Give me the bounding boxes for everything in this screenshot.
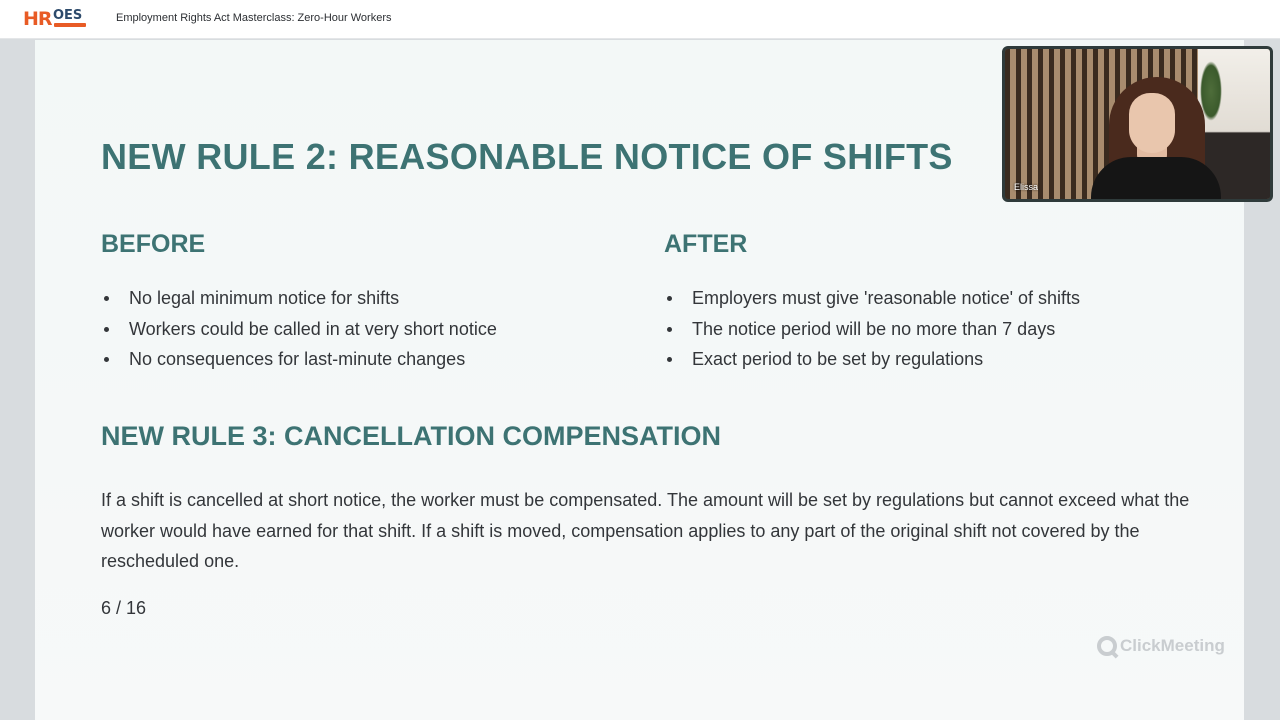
clickmeeting-logo-icon bbox=[1097, 636, 1117, 656]
presenter-face bbox=[1129, 93, 1175, 153]
presenter-name-label: Elissa bbox=[1014, 182, 1039, 192]
before-heading: BEFORE bbox=[101, 230, 206, 258]
after-list-item: The notice period will be no more than 7 days bbox=[664, 317, 1080, 348]
rule3-paragraph: If a shift is cancelled at short notice, the worker must be compensated. The amount will be set by regulations but cannot exceed what the worker would have earned for that shift. If a shift is moved, compensation applies to any part of the original shift not covered by the rescheduled one. bbox=[101, 490, 1190, 571]
before-list-item: Workers could be called in at very short notice bbox=[101, 317, 497, 348]
before-list-item: No legal minimum notice for shifts bbox=[101, 286, 497, 317]
after-list-item: Employers must give 'reasonable notice' of shifts bbox=[664, 286, 1080, 317]
app-header bbox=[0, 0, 1280, 39]
before-list-item: No consequences for last-minute changes bbox=[101, 347, 497, 378]
presenter-body bbox=[1091, 157, 1221, 202]
slide-title: NEW RULE 2: REASONABLE NOTICE OF SHIFTS bbox=[101, 136, 953, 177]
logo-underline bbox=[54, 23, 86, 27]
watermark-text: ClickMeeting bbox=[1120, 636, 1225, 655]
webinar-title: Employment Rights Act Masterclass: Zero-Hour Workers bbox=[116, 12, 392, 24]
before-list bbox=[101, 286, 497, 378]
rule3-heading: NEW RULE 3: CANCELLATION COMPENSATION bbox=[101, 421, 721, 451]
after-heading: AFTER bbox=[664, 230, 748, 258]
logo-oes-text: OES bbox=[53, 8, 83, 23]
logo-hr-text: HR bbox=[23, 8, 52, 30]
slide-page-indicator: 6 / 16 bbox=[101, 598, 147, 618]
after-list-item: Exact period to be set by regulations bbox=[664, 347, 1080, 378]
hroes-logo bbox=[23, 8, 89, 32]
clickmeeting-watermark bbox=[1097, 636, 1225, 656]
after-list bbox=[664, 286, 1080, 378]
presenter-video[interactable] bbox=[1002, 46, 1273, 202]
